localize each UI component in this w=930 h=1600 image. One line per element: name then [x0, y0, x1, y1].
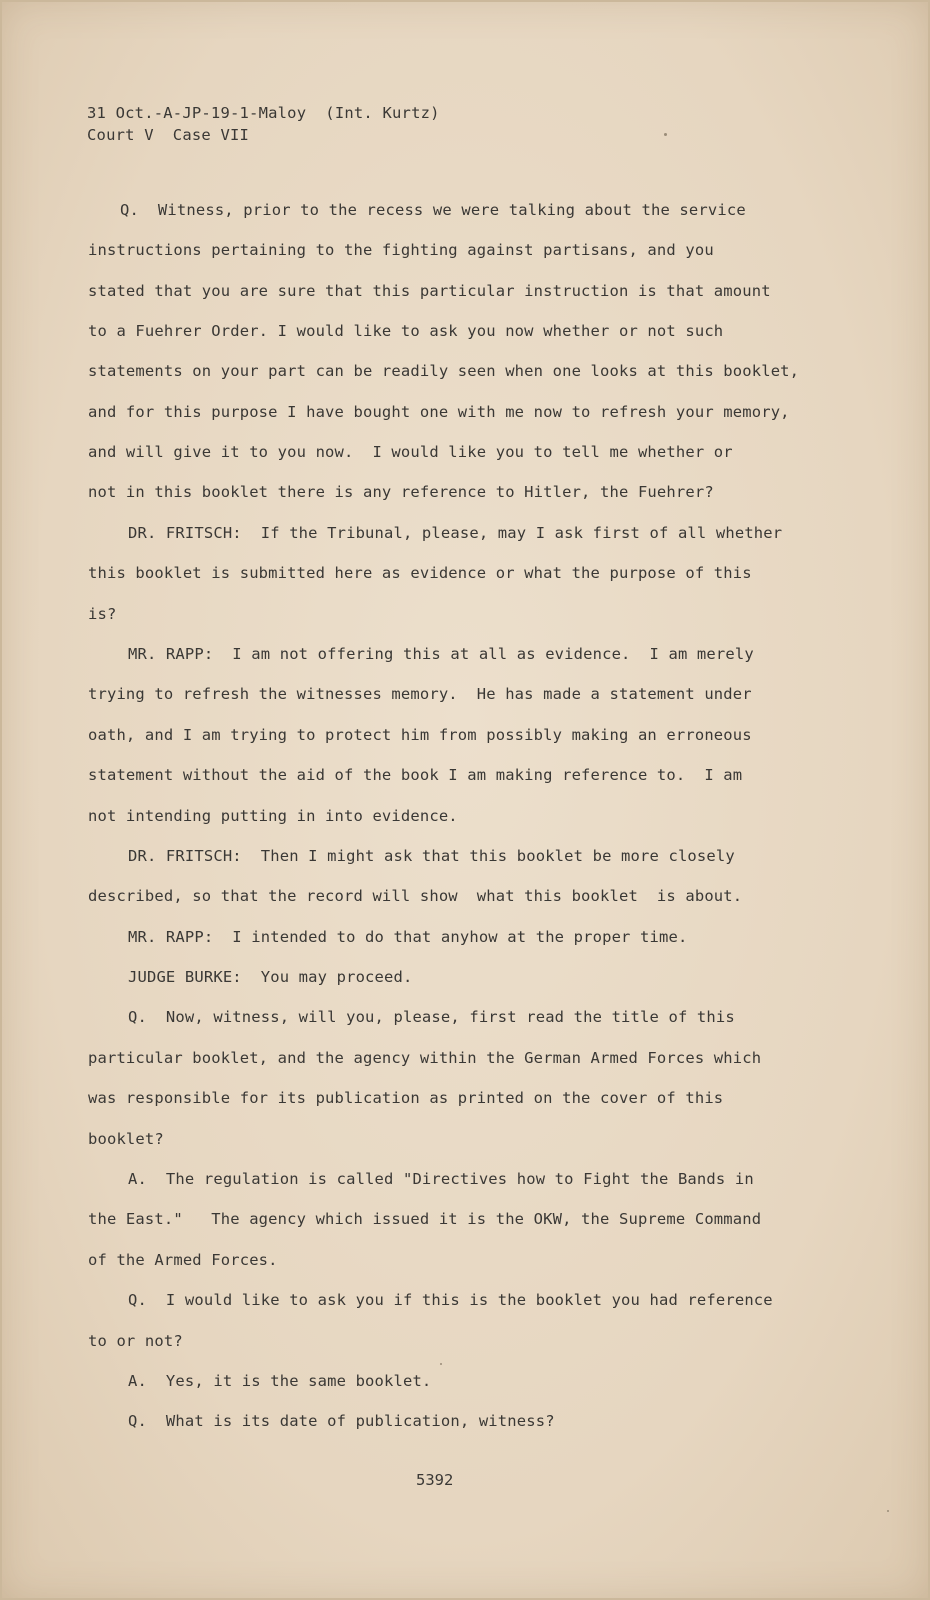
header-session-line: 31 Oct.-A-JP-19-1-Maloy (Int. Kurtz) [87, 104, 440, 122]
transcript-line: particular booklet, and the agency within the German Armed Forces which [88, 1049, 762, 1067]
transcript-line: Q. I would like to ask you if this is the booklet you had reference [128, 1291, 773, 1309]
transcript-line: Q. Now, witness, will you, please, first read the title of this [128, 1008, 735, 1026]
transcript-line: and for this purpose I have bought one with me now to refresh your memory, [88, 403, 790, 421]
transcript-line: A. Yes, it is the same booklet. [128, 1372, 432, 1390]
transcript-line: A. The regulation is called "Directives how to Fight the Bands in [128, 1170, 754, 1188]
transcript-line: MR. RAPP: I intended to do that anyhow at the proper time. [128, 928, 688, 946]
transcript-line: and will give it to you now. I would like you to tell me whether or [88, 443, 733, 461]
transcript-line: MR. RAPP: I am not offering this at all as evidence. I am merely [128, 645, 754, 663]
transcript-line: statements on your part can be readily seen when one looks at this booklet, [88, 362, 800, 380]
paper-speck [664, 133, 667, 136]
paper-speck [440, 1363, 442, 1365]
transcript-line: Q. What is its date of publication, witness? [128, 1412, 555, 1430]
transcript-line: was responsible for its publication as printed on the cover of this [88, 1089, 724, 1107]
transcript-line: statement without the aid of the book I am making reference to. I am [88, 766, 743, 784]
transcript-line: instructions pertaining to the fighting against partisans, and you [88, 241, 714, 259]
transcript-line: DR. FRITSCH: If the Tribunal, please, may I ask first of all whether [128, 524, 783, 542]
transcript-line: DR. FRITSCH: Then I might ask that this booklet be more closely [128, 847, 735, 865]
transcript-line: to or not? [88, 1332, 183, 1350]
document-header [87, 102, 440, 146]
transcript-line: to a Fuehrer Order. I would like to ask you now whether or not such [88, 322, 724, 340]
transcript-line: the East." The agency which issued it is the OKW, the Supreme Command [88, 1210, 762, 1228]
transcript-line: Q. Witness, prior to the recess we were talking about the service [120, 201, 746, 219]
transcript-line: JUDGE BURKE: You may proceed. [128, 968, 413, 986]
transcript-line: described, so that the record will show what this booklet is about. [88, 887, 743, 905]
transcript-line: oath, and I am trying to protect him from possibly making an erroneous [88, 726, 752, 744]
transcript-line: this booklet is submitted here as evidence or what the purpose of this [88, 564, 752, 582]
transcript-line: booklet? [88, 1130, 164, 1148]
paper-speck [887, 1510, 889, 1512]
transcript-line: stated that you are sure that this particular instruction is that amount [88, 282, 771, 300]
transcript-line: not in this booklet there is any reference to Hitler, the Fuehrer? [88, 483, 714, 501]
header-court-line: Court V Case VII [87, 126, 250, 144]
transcript-line: not intending putting in into evidence. [88, 807, 458, 825]
transcript-line: of the Armed Forces. [88, 1251, 278, 1269]
transcript-line: is? [88, 605, 117, 623]
transcript-line: trying to refresh the witnesses memory. He has made a statement under [88, 685, 752, 703]
page-number: 5392 [416, 1471, 454, 1489]
